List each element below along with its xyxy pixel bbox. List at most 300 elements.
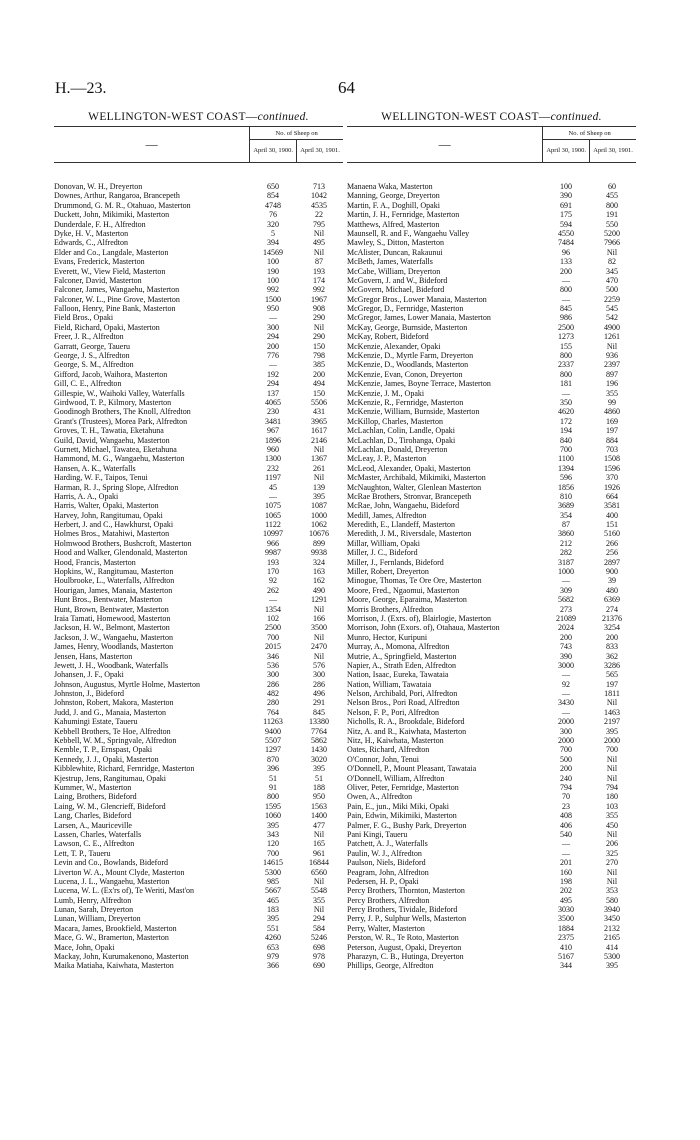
owner-name-cell: Peterson, August, Opaki, Dreyerton [347,942,462,952]
section-continued: continued. [257,111,309,123]
table-row [347,783,636,792]
sheep-1900-cell: 45 [269,482,277,492]
sheep-1900-cell: 3430 [558,698,574,708]
owner-name-cell: McGregor, James, Lower Manaia, Masterton [347,313,491,323]
owner-name-cell: Palmer, F. G., Bushy Park, Dreyerton [347,820,467,830]
table-row [54,548,343,557]
table-row [347,811,636,820]
table-row [54,182,343,191]
owner-name-cell: Nation, William, Tawataia [347,679,432,689]
owner-name-cell: Miller, Robert, Dreyerton [347,567,429,577]
sheep-1901-cell: 2165 [604,933,620,943]
owner-name-cell: Meredith, J. M., Riversdale, Masterton [347,529,472,539]
section-title-text: WELLINGTON-WEST COAST [381,111,539,123]
table-row [54,783,343,792]
table-row [54,727,343,736]
table-row [54,520,343,529]
sheep-1901-cell: 3581 [604,501,620,511]
sheep-1900-cell: 282 [560,548,572,558]
sheep-1901-cell: 206 [606,839,618,849]
sheep-1900-cell: 9400 [265,726,281,736]
sheep-1900-cell: 596 [560,473,572,483]
table-row [347,802,636,811]
sheep-1900-cell: 5682 [558,595,574,605]
sheep-1901-cell: 180 [606,792,618,802]
sheep-1901-cell: Nil [313,905,325,915]
table-row [347,764,636,773]
owner-name-cell: George, S. M., Alfredton [54,360,134,370]
table-row [347,830,636,839]
sheep-1901-cell: 936 [606,351,618,361]
owner-name-cell: Evans, Frederick, Masterton [54,257,145,267]
table-row [54,558,343,567]
sheep-1901-cell: 150 [313,341,325,351]
table-row [347,285,636,294]
table-row [347,548,636,557]
table-row [347,868,636,877]
sheep-1900-cell: 21089 [556,613,576,623]
sheep-1900-cell: 700 [560,745,572,755]
table-row [54,661,343,670]
table-row [347,576,636,585]
sheep-1901-cell: 139 [313,482,325,492]
sheep-1900-cell: 495 [560,895,572,905]
sheep-1901-cell: 545 [606,304,618,314]
owner-name-cell: McGovern, Michael, Bideford [347,285,445,295]
owner-name-cell: Perston, W. R., Te Roto, Masterton [347,933,459,943]
sheep-1900-cell: 700 [267,632,279,642]
table-row [54,426,343,435]
sheep-1900-cell: 200 [560,764,572,774]
table-row [347,886,636,895]
sheep-1900-cell: 3500 [558,914,574,924]
sheep-1900-cell: 1000 [558,567,574,577]
table-row [54,877,343,886]
table-row [347,379,636,388]
sheep-1900-cell: 294 [267,332,279,342]
sheep-1900-cell: — [562,275,570,285]
owner-name-cell: Pharazyn, C. B., Hutinga, Dreyerton [347,952,464,962]
sheep-1900-cell: 1500 [265,294,281,304]
section-title: WELLINGTON-WEST COAST—continued. [381,111,602,123]
owner-name-cell: Matthews, Alfred, Masterton [347,219,440,229]
table-row [347,473,636,482]
sheep-1901-cell: 700 [606,745,618,755]
sheep-1901-cell: 10676 [309,529,329,539]
table-row [347,877,636,886]
sheep-1901-cell: 1087 [311,501,327,511]
sheep-1900-cell: 390 [560,191,572,201]
sheep-1900-cell: 594 [560,219,572,229]
table-row [54,567,343,576]
sheep-1900-cell: 1100 [558,454,574,464]
sheep-1901-cell: 3020 [311,754,327,764]
table-row [54,943,343,952]
sheep-1901-cell: 690 [313,961,325,971]
sheep-1901-cell: 22 [315,210,323,220]
name-column-header: — [145,137,158,151]
owner-name-cell: Kummer, W., Masterton [54,783,132,792]
table-row [54,342,343,351]
sheep-1901-cell: 1811 [604,689,620,699]
sheep-1900-cell: — [269,360,277,370]
sheep-1900-cell: 810 [560,491,572,501]
owner-name-cell: Morrison, John (Exors. of), Otahaua, Masterton [347,623,500,633]
owner-name-cell: McBeth, James, Waterfalls [347,257,433,267]
sheep-1900-cell: 10997 [263,529,283,539]
table-row [54,849,343,858]
sheep-1901-cell: 480 [606,585,618,595]
owner-name-cell: Jensen, Hans, Masterton [54,651,133,661]
sheep-1901-cell: Nil [606,867,618,877]
table-row [347,210,636,219]
sheep-1900-cell: 394 [267,238,279,248]
table-row [347,351,636,360]
table-row [54,417,343,426]
sheep-1900-cell: — [562,707,570,717]
table-row [347,567,636,576]
table-row [347,586,636,595]
sheep-1901-cell: 794 [606,783,618,792]
column-header [347,126,636,163]
owner-name-cell: Munro, Hector, Kuripuni [347,632,428,642]
sheep-1901-cell: 1463 [604,707,620,717]
sheep-1900-cell: 2500 [265,623,281,633]
sheep-1901-cell: 400 [606,510,618,520]
table-row [54,539,343,548]
table-row [54,605,343,614]
table-row [347,745,636,754]
sheep-1900-cell: 286 [267,679,279,689]
sheep-1900-cell: 870 [267,754,279,764]
owner-name-cell: Perry, J. P., Sulphur Wells, Masterton [347,914,467,924]
sheep-1900-cell: — [269,491,277,501]
owner-name-cell: McKenzie, William, Burnside, Masterton [347,407,480,417]
sheep-1901-cell: 795 [313,219,325,229]
sheep-1900-cell: 280 [267,698,279,708]
table-row [54,454,343,463]
sheep-1900-cell: 11263 [263,717,283,727]
sheep-1900-cell: 408 [560,811,572,821]
table-row [347,191,636,200]
sheep-1900-cell: 175 [560,210,572,220]
sheep-1900-cell: 4620 [558,407,574,417]
sheep-1900-cell: 410 [560,942,572,952]
sheep-1900-cell: 7484 [558,238,574,248]
sheep-1901-cell: Nil [606,764,618,774]
owner-name-cell: McKenzie, James, Boyne Terrace, Masterton [347,379,491,389]
sheep-1900-cell: — [269,595,277,605]
sheep-1901-cell: 500 [606,285,618,295]
owner-name-cell: Miller, J. C., Bideford [347,548,418,558]
sheep-1901-cell: 395 [313,491,325,501]
sheep-1900-cell: 366 [267,961,279,971]
table-row [347,445,636,454]
sheep-1901-cell: 291 [313,698,325,708]
owner-name-cell: Miller, J., Fernlands, Bideford [347,557,444,567]
sheep-1901-cell: 3940 [604,905,620,915]
sheep-1901-cell: 565 [606,670,618,680]
owner-name-cell: Kennedy, J. J., Opaki, Masterton [54,754,159,764]
owner-name-cell: Kahumingi Estate, Taueru [54,717,138,727]
sheep-1901-cell: 550 [606,219,618,229]
table-row [347,605,636,614]
owner-name-cell: Murray, A., Momona, Alfredton [347,642,450,652]
sheep-1900-cell: 354 [560,510,572,520]
sheep-1900-cell: 3860 [558,529,574,539]
owner-name-cell: Napier, A., Strath Eden, Alfredton [347,660,456,670]
table-row [54,633,343,642]
sheep-1900-cell: 390 [560,651,572,661]
owner-name-cell: James, Henry, Woodlands, Masterton [54,642,174,652]
table-row [54,821,343,830]
sheep-1901-cell: 200 [313,369,325,379]
owner-name-cell: Everett, W., View Field, Masterton [54,266,166,276]
table-row [54,360,343,369]
owner-name-cell: McKillop, Charles, Masterton [347,416,443,426]
sheep-1900-cell: 309 [560,585,572,595]
table-row [347,914,636,923]
table-row [347,360,636,369]
table-row [347,501,636,510]
sheep-1900-cell: 240 [560,773,572,783]
sheep-1900-cell: — [562,848,570,858]
sheep-1901-cell: Nil [313,322,325,332]
sheep-1901-cell: Nil [606,754,618,764]
sheep-1900-cell: 395 [267,914,279,924]
sheep-1900-cell: 170 [267,567,279,577]
sheep-1901-cell: 900 [606,567,618,577]
owner-name-cell: Millar, William, Opaki [347,538,420,548]
sheep-1900-cell: 100 [560,182,572,191]
table-row [347,670,636,679]
sheep-1900-cell: 14615 [263,858,283,868]
sheep-count-header: No. of Sheep on [250,127,343,140]
sheep-1901-cell: 355 [606,388,618,398]
table-row [347,511,636,520]
sheep-1900-cell: — [562,689,570,699]
table-row [347,370,636,379]
sheep-1900-cell: — [562,839,570,849]
sheep-1900-cell: 985 [267,876,279,886]
table-row [347,454,636,463]
table-row [347,304,636,313]
sheep-1900-cell: 300 [267,322,279,332]
owner-name-cell: Hammond, M. G., Wangaehu, Masterton [54,454,185,464]
owner-name-cell: Oliver, Peter, Fernridge, Masterton [347,783,459,792]
sheep-1901-cell: 324 [313,557,325,567]
table-row [347,905,636,914]
sheep-1900-cell: 700 [267,848,279,858]
owner-name-cell: Gurnett, Michael, Tawatea, Eketahuna [54,444,177,454]
owner-name-cell: Laing, W. M., Glencrieff, Bideford [54,801,166,811]
owner-name-cell: Downes, Arthur, Rangaroa, Brancepeth [54,191,180,201]
sheep-1901-cell: 290 [313,332,325,342]
owner-name-cell: Lunan, Sarah, Dreyerton [54,905,134,915]
table-row [347,595,636,604]
table-row [54,201,343,210]
sheep-1901-cell: 261 [313,463,325,473]
sheep-1900-cell: 950 [267,304,279,314]
table-row [54,914,343,923]
sheep-1900-cell: 343 [267,829,279,839]
sheep-1901-cell: 713 [313,182,325,191]
sheep-1900-cell: 700 [560,444,572,454]
owner-name-cell: Pain, E., jun., Miki Miki, Opaki [347,801,449,811]
sheep-1900-cell: 2375 [558,933,574,943]
table-row [54,736,343,745]
owner-name-cell: McLachlan, Colin, Landle, Opaki [347,426,455,436]
sheep-1901-cell: 908 [313,304,325,314]
sheep-1900-cell: 2500 [558,322,574,332]
table-row [54,755,343,764]
table-row [347,849,636,858]
owner-name-cell: Morris Brothers, Alfredton [347,604,433,614]
sheep-1901-cell: 163 [313,567,325,577]
table-row [347,680,636,689]
table-row [347,633,636,642]
sheep-1901-cell: 300 [313,670,325,680]
owner-name-cell: Lett, T. P., Taueru [54,848,111,858]
owner-name-cell: McCabe, William, Dreyerton [347,266,441,276]
sheep-1900-cell: 232 [267,463,279,473]
sheep-1900-cell: 230 [267,407,279,417]
sheep-1901-cell: 2397 [604,360,620,370]
sheep-1900-cell: 100 [267,257,279,267]
sheep-1901-cell: Nil [313,829,325,839]
sheep-1901-cell: Nil [313,604,325,614]
table-row [347,464,636,473]
sheep-1901-cell: 9938 [311,548,327,558]
table-row [347,276,636,285]
sheep-1901-cell: 266 [606,538,618,548]
table-row [54,492,343,501]
sheep-1900-cell: 960 [267,444,279,454]
table-row [54,257,343,266]
table-row [54,680,343,689]
owner-name-cell: Laing, Brothers, Bideford [54,792,137,802]
table-row [54,445,343,454]
owner-name-cell: Harris, Walter, Opaki, Masterton [54,501,159,511]
sheep-1901-cell: 60 [608,182,616,191]
sheep-count-header: No. of Sheep on [543,127,636,140]
sheep-1901-cell: 362 [606,651,618,661]
owner-name-cell: Percy Brothers, Thornton, Masterton [347,886,465,896]
owner-name-cell: McKay, Robert, Bideford [347,332,429,342]
table-row [347,774,636,783]
table-row [54,858,343,867]
sheep-1900-cell: 465 [267,895,279,905]
table-row [54,708,343,717]
sheep-1901-cell: Nil [606,773,618,783]
table-row [54,764,343,773]
sheep-1901-cell: 450 [606,820,618,830]
sheep-1901-cell: 6560 [311,867,327,877]
table-row [54,830,343,839]
sheep-1900-cell: 92 [269,576,277,586]
owner-name-cell: Nitz, H., Kaiwhata, Masterton [347,736,444,746]
owner-name-cell: McKay, George, Burnside, Masterton [347,322,468,332]
owner-name-cell: Lucena, J. L., Wangaehu, Masterton [54,876,170,886]
sheep-1901-cell: 1596 [604,463,620,473]
table-row [54,332,343,341]
owner-name-cell: Jewett, J. H., Woodbank, Waterfalls [54,660,169,670]
sheep-1900-cell: 92 [562,679,570,689]
owner-name-cell: Falloon, Henry, Pine Bank, Masterton [54,304,176,314]
owner-name-cell: Nelson, Archibald, Pori, Alfredton [347,689,458,699]
owner-name-cell: Dyke, H. V., Masterton [54,228,129,238]
table-row [54,501,343,510]
sheep-1900-cell: 155 [560,341,572,351]
owner-name-cell: Levin and Co., Bowlands, Bideford [54,858,168,868]
sheep-1900-cell: 4748 [265,200,281,210]
sheep-1901-cell: 165 [313,839,325,849]
sheep-1901-cell: 698 [313,942,325,952]
owner-name-cell: Hood and Walker, Glendonald, Masterton [54,548,188,558]
table-row [54,689,343,698]
year-1901-header: April 30, 1901. [297,140,343,163]
sheep-1900-cell: — [562,576,570,586]
sheep-1900-cell: — [562,294,570,304]
sheep-1901-cell: 188 [313,783,325,792]
sheep-1901-cell: 5862 [311,736,327,746]
sheep-1900-cell: 2000 [558,736,574,746]
owner-name-cell: McRae Brothers, Stronvar, Brancepeth [347,491,472,501]
table-row [54,952,343,961]
table-row [347,792,636,801]
table-row [54,220,343,229]
sheep-1900-cell: 190 [267,266,279,276]
sheep-1901-cell: 39 [608,576,616,586]
table-row [54,229,343,238]
table-row [347,492,636,501]
owner-name-cell: Lucena, W. L. (Ex'rs of), Te Weriti, Mast'on [54,886,195,896]
sheep-1901-cell: 431 [313,407,325,417]
owner-name-cell: Macara, James, Brookfield, Masterton [54,923,177,933]
sheep-1901-cell: 3965 [311,416,327,426]
sheep-1900-cell: 482 [267,689,279,699]
table-row [347,755,636,764]
sheep-1901-cell: 1430 [311,745,327,755]
table-row [347,736,636,745]
owner-name-cell: Harvey, John, Rangitumau, Opaki [54,510,163,520]
owner-name-cell: Martin, F. A., Doghill, Opaki [347,200,440,210]
sheep-1900-cell: 137 [267,388,279,398]
owner-name-cell: McKenzie, D., Myrtle Farm, Dreyerton [347,351,474,361]
owner-name-cell: Houlbrooke, L., Waterfalls, Alfredton [54,576,175,586]
sheep-1901-cell: 385 [313,360,325,370]
sheep-1901-cell: 1062 [311,520,327,530]
owner-name-cell: Jackson, J. W., Wangaehu, Masterton [54,632,173,642]
sheep-1900-cell: 5300 [265,867,281,877]
sheep-1901-cell: Nil [606,829,618,839]
table-row [54,886,343,895]
section-title: WELLINGTON-WEST COAST—continued. [88,111,309,123]
table-row [347,717,636,726]
owner-name-cell: Moore, George, Eparaima, Masterton [347,595,467,605]
sheep-1900-cell: 96 [562,247,570,257]
owner-name-cell: McKenzie, J. M., Opaki [347,388,425,398]
sheep-1901-cell: 353 [606,886,618,896]
owner-name-cell: Moore, Fred., Ngaomui, Masterton [347,585,460,595]
owner-name-cell: McMaster, Archibald, Mikimiki, Masterton [347,473,486,483]
sheep-1901-cell: 51 [315,773,323,783]
sheep-1901-cell: 193 [313,266,325,276]
sheep-1901-cell: 150 [313,388,325,398]
sheep-1900-cell: 1060 [265,811,281,821]
year-1900-header: April 30, 1900. [543,140,590,163]
sheep-1901-cell: 798 [313,351,325,361]
